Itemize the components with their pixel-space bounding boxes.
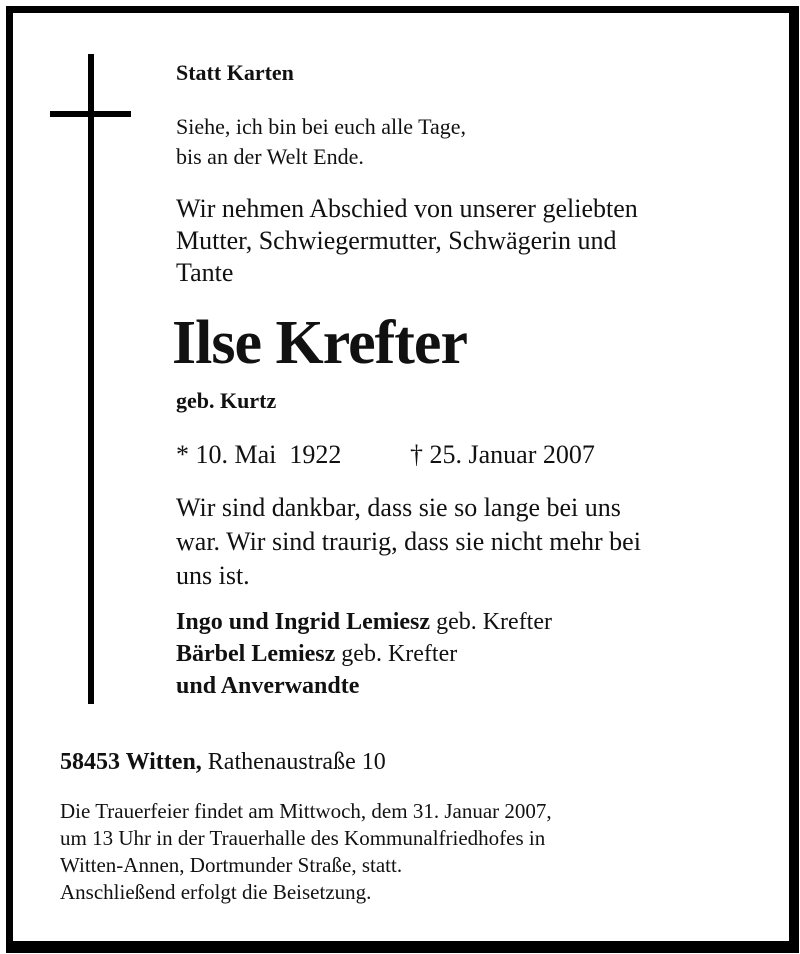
mourner-suffix: geb. Krefter [430, 609, 552, 635]
mourner-entry [176, 606, 552, 638]
notice-line: Witten-Annen, Dortmunder Straße, statt. [60, 853, 403, 877]
cross-icon [88, 54, 94, 704]
maiden-name: geb. Kurtz [176, 388, 277, 413]
statt-karten-heading: Statt Karten [176, 60, 294, 85]
birth-date: * 10. Mai 1922 [176, 440, 342, 469]
intro-line: Mutter, Schwiegermutter, Schwägerin und [176, 226, 617, 255]
mourning-address [60, 749, 386, 776]
mourner-name: Bärbel Lemiesz [176, 641, 336, 667]
mourner-name: und Anverwandte [176, 673, 360, 699]
mourners-list [176, 606, 552, 702]
notice-line: Die Trauerfeier findet am Mittwoch, dem 31. Januar 2007, [60, 799, 552, 823]
address-city: 58453 Witten, [60, 749, 202, 775]
thanks-text [176, 491, 641, 593]
mourner-entry [176, 638, 552, 670]
intro-line: Tante [176, 258, 234, 287]
verse-line: bis an der Welt Ende. [176, 144, 364, 169]
funeral-notice [60, 798, 552, 906]
bible-verse [176, 112, 466, 172]
address-street: Rathenaustraße 10 [201, 749, 386, 775]
notice-line: um 13 Uhr in der Trauerhalle des Kommunalfriedhofes in [60, 826, 546, 850]
deceased-name: Ilse Krefter [172, 309, 467, 377]
thanks-line: war. Wir sind traurig, dass sie nicht mehr bei [176, 527, 641, 556]
mourner-suffix: geb. Krefter [335, 641, 458, 667]
intro-line: Wir nehmen Abschied von unserer geliebten [176, 194, 638, 223]
mourner-name: Ingo und Ingrid Lemiesz [176, 609, 431, 635]
verse-line: Siehe, ich bin bei euch alle Tage, [176, 114, 467, 139]
cross-icon-bar [50, 111, 131, 117]
mourner-entry [176, 670, 552, 702]
thanks-line: Wir sind dankbar, dass sie so lange bei uns [176, 493, 621, 522]
notice-line: Anschließend erfolgt die Beisetzung. [60, 880, 372, 904]
farewell-intro [176, 193, 638, 289]
death-date: † 25. Januar 2007 [410, 440, 595, 469]
thanks-line: uns ist. [176, 561, 250, 590]
